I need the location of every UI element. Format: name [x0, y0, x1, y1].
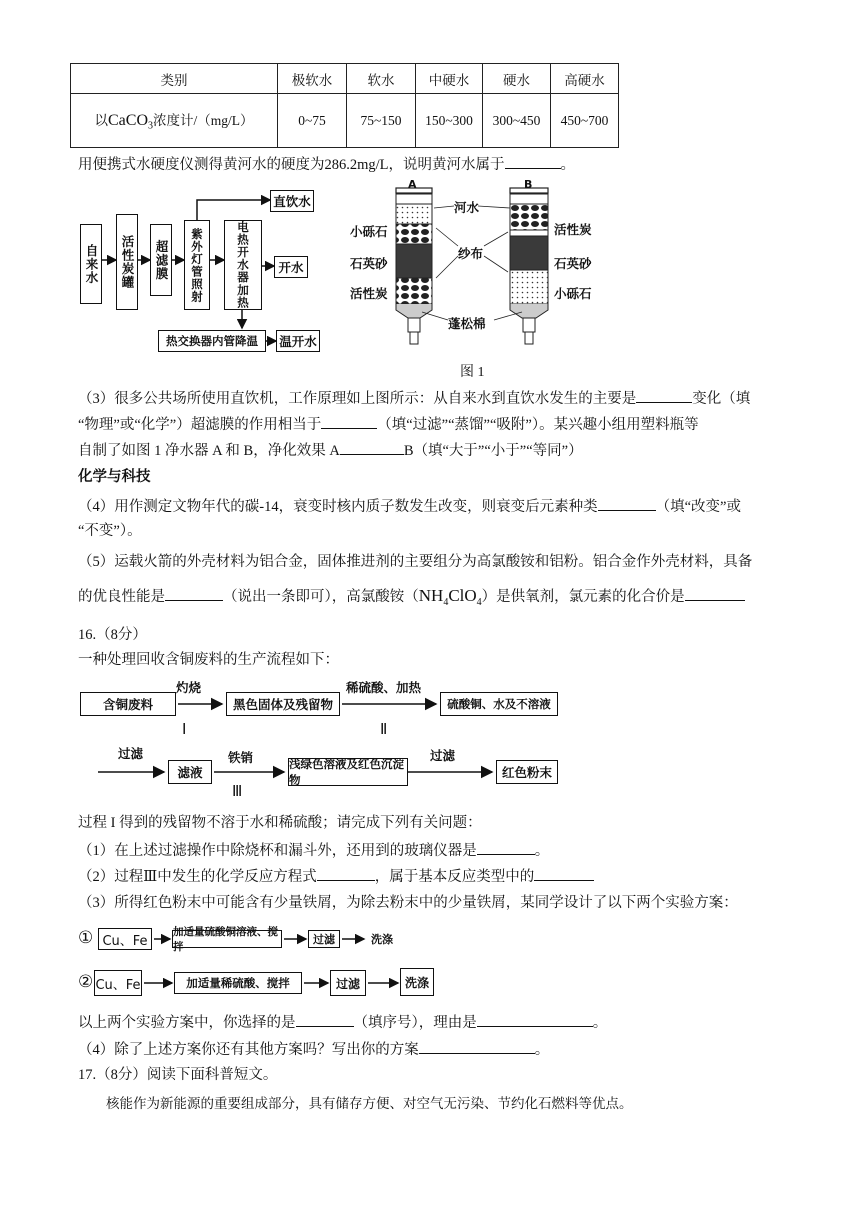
answer-blank[interactable] [321, 414, 377, 429]
answer-blank[interactable] [477, 1012, 593, 1027]
q16-q4: （4）除了上述方案你还有其他方案吗？写出你的方案 。 [78, 1039, 549, 1060]
arrow-label-filter: 过滤 [118, 746, 144, 761]
ultrafiltration-box: 超滤膜 [150, 224, 172, 296]
sand-label-b: 石英砂 [554, 256, 592, 271]
filtrate-box: 滤液 [168, 760, 212, 784]
copper-waste-box: 含铜废料 [80, 692, 176, 716]
table-header: 高硬水 [551, 64, 619, 94]
uv-lamp-box: 紫外灯管照射 [184, 220, 210, 310]
q4-line1: （4）用作测定文物年代的碳-14，衰变时核内质子数发生改变，则衰变后元素种类 （填“改变”或 [78, 496, 741, 517]
table-row-label: 以CaCO$_3$浓度计/（mg/L） [71, 94, 278, 148]
table-header: 极软水 [278, 64, 347, 94]
copper-recycling-flowchart [80, 680, 560, 800]
answer-blank[interactable] [165, 586, 223, 601]
answer-blank[interactable] [636, 388, 692, 403]
q16-choose: 以上两个实验方案中，你选择的是 （填序号），理由是 。 [78, 1012, 607, 1033]
plan2-step1-box: 加适量稀硫酸、搅拌 [174, 972, 302, 994]
plan2-number: ② [78, 972, 94, 991]
plan2-step2-box: 过滤 [330, 970, 366, 996]
gauze-label: 纱布 [458, 246, 484, 261]
carbon-label-b: 活性炭 [554, 222, 592, 237]
drinking-machine-flowchart [80, 186, 320, 356]
arrow-label-acid: 稀硫酸、加热 [346, 680, 422, 695]
boiled-water-box: 开水 [274, 256, 308, 278]
pebble-label-b: 小砾石 [554, 286, 592, 301]
answer-blank[interactable] [598, 496, 656, 511]
plan1-step3-box: 洗涤 [366, 930, 398, 948]
heater-box: 电热开水器 加热 [224, 220, 262, 310]
arrow-label-iron: 铁销 [228, 750, 254, 765]
q5-line2: 的优良性能是 （说出一条即可），高氯酸铵$(NH_4ClO_4)$是供氧剂，氯元素的化合价是 [78, 586, 745, 613]
green-solution-box: 浅绿色溶液及红色沉淀物 [288, 758, 408, 786]
direct-drink-box: 直饮水 [270, 190, 314, 212]
q16-q3: （3）所得红色粉末中可能含有少量铁屑，为除去粉末中的少量铁屑，某同学设计了以下两个实验方案： [78, 895, 738, 911]
q16-intro: 一种处理回收含铜废料的生产流程如下： [78, 652, 339, 668]
q3-line3: 自制了如图 1 净水器 A 和 B，净化效果 A B（填“大于”“小于”“等同”） [78, 440, 583, 461]
table-header: 软水 [347, 64, 416, 94]
q17-title: 17.（8分）阅读下面科普短文。 [78, 1067, 278, 1083]
section-title: 化学与科技 [78, 469, 151, 485]
plan1-sample-box: Cu、Fe [98, 928, 152, 950]
carbon-tank-box: 活性炭罐 [116, 214, 138, 310]
plan1-step2-box: 过滤 [308, 930, 340, 948]
black-solid-box: 黑色固体及残留物 [226, 692, 340, 716]
river-water-label: 河水 [454, 200, 480, 215]
plan1-step1-box: 加适量硫酸铜溶液、搅拌 [172, 930, 282, 948]
tap-water-box: 自来水 [80, 224, 102, 304]
answer-blank[interactable] [534, 866, 594, 881]
table-cell: 450~700 [551, 94, 619, 148]
table-cell: 150~300 [416, 94, 483, 148]
q3-line1: （3）很多公共场所使用直饮机，工作原理如上图所示：从自来水到直饮水发生的主要是 变化（填 [78, 388, 750, 409]
carbon-label-a: 活性炭 [350, 286, 388, 301]
q16-q2: （2）过程Ⅲ中发生的化学反应方程式 ，属于基本反应类型中的 [78, 866, 594, 887]
plan2-step3-box: 洗涤 [400, 968, 434, 996]
answer-blank[interactable] [419, 1039, 535, 1054]
arrow-label-roast: 灼烧 [176, 680, 202, 695]
step-numeral: Ⅲ [232, 784, 243, 800]
q16-residue: 过程 I 得到的残留物不溶于水和稀硫酸；请完成下列有关问题： [78, 815, 482, 831]
q16-title: 16.（8分） [78, 627, 147, 643]
heat-exchanger-box: 热交换器内管降温 [158, 330, 266, 352]
hardness-question: 用便携式水硬度仪测得黄河水的硬度为286.2mg/L，说明黄河水属于 。 [78, 154, 575, 175]
plan-2 [78, 966, 458, 1000]
answer-blank[interactable] [317, 866, 375, 881]
answer-blank[interactable] [296, 1012, 354, 1027]
plan1-number: ① [78, 928, 94, 947]
step-numeral: Ⅰ [182, 722, 187, 738]
table-cell: 0~75 [278, 94, 347, 148]
bottle-a-label: A [408, 178, 417, 191]
bottle-filters [350, 180, 600, 355]
table-cell: 75~150 [347, 94, 416, 148]
table-cell: 300~450 [483, 94, 551, 148]
plan-1 [78, 926, 418, 956]
pebble-label-a: 小砾石 [350, 224, 388, 239]
q4-line2: “不变”）。 [78, 523, 142, 539]
bottle-b-label: B [524, 178, 533, 191]
red-powder-box: 红色粉末 [496, 760, 558, 784]
sand-label-a: 石英砂 [350, 256, 388, 271]
table-header: 硬水 [483, 64, 551, 94]
table-header: 中硬水 [416, 64, 483, 94]
answer-blank[interactable] [340, 440, 404, 455]
water-hardness-table [70, 63, 619, 148]
answer-blank[interactable] [685, 586, 745, 601]
arrow-label-filter2: 过滤 [430, 748, 456, 763]
answer-blank[interactable] [505, 154, 561, 169]
plan2-sample-box: Cu、Fe [94, 970, 142, 996]
q17-text: 核能作为新能源的重要组成部分，具有储存方便、对空气无污染、节约化石燃料等优点。 [106, 1096, 633, 1112]
step-numeral: Ⅱ [380, 722, 388, 738]
copper-sulfate-box: 硫酸铜、水及不溶液 [440, 692, 558, 716]
figure-caption: 图 1 [460, 365, 485, 380]
answer-blank[interactable] [477, 840, 535, 855]
cotton-label: 蓬松棉 [448, 316, 486, 331]
q16-q1: （1）在上述过滤操作中除烧杯和漏斗外，还用到的玻璃仪器是 。 [78, 840, 549, 861]
q5-line1: （5）运载火箭的外壳材料为铝合金，固体推进剂的主要组分为高氯酸铵和铝粉。铝合金作外壳材料，具备 [78, 554, 753, 570]
q3-line2: “物理”或“化学”）超滤膜的作用相当于 （填“过滤”“蒸馏”“吸附”）。某兴趣小组用塑料瓶等 [78, 414, 699, 435]
warm-water-box: 温开水 [276, 330, 320, 352]
table-header: 类别 [71, 64, 278, 94]
